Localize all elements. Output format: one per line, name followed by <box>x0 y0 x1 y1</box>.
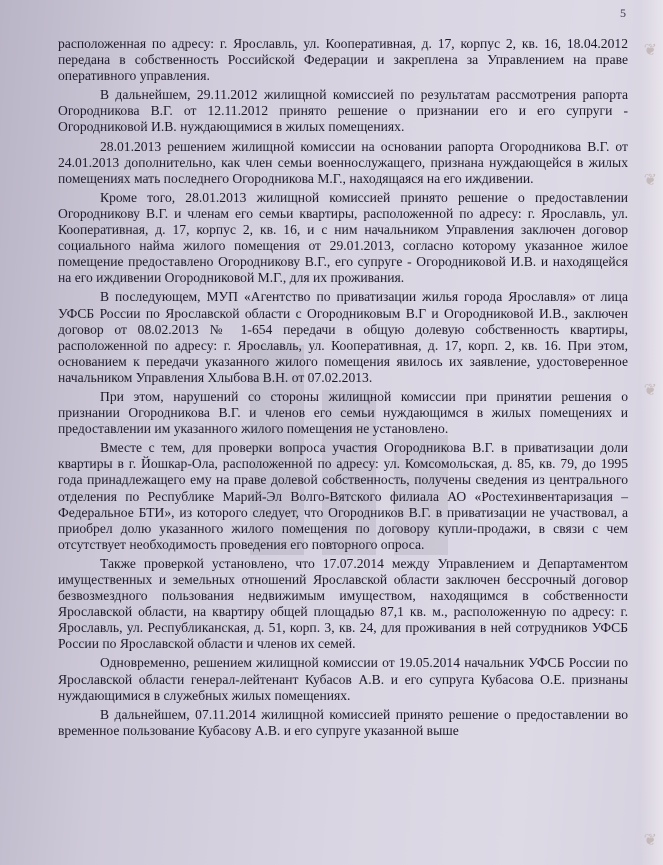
paragraph-1: расположенная по адресу: г. Ярославль, ул. Кооперативная, д. 17, корпус 2, кв. 16, 18.04.2012 передана в собственность Российской Федерации и закреплена за Управлением на праве оперативного управления. <box>58 36 628 84</box>
leaf-icon: ❦ <box>643 172 657 189</box>
paragraph-4: Кроме того, 28.01.2013 жилищной комиссией принято решение о предоставлении Огородникову В.Г. и членам его семьи квартиры, расположенной по адресу: г. Ярославль, ул. Кооперативная, д. 17, корпус 2, кв. 16, и с ним начальником Управления заключен договор социального найма жилого помещения от 29.01.2013, согласно которому указанное жилое помещение предоставлено Огородникову В.Г., его супруге - Огородниковой И.В. и находящейся на его иждивении Огородниковой М.Г., для их проживания. <box>58 189 628 286</box>
paragraph-9: Одновременно, решением жилищной комиссии от 19.05.2014 начальник УФСБ России по Ярославской области генерал-лейтенант Кубасов А.В. и его супруга Кубасова О.Е. признаны нуждающимися в служебных жилых помещениях. <box>58 655 628 703</box>
page-number: 5 <box>620 6 626 20</box>
paragraph-3: 28.01.2013 решением жилищной комиссии на основании рапорта Огородникова В.Г. от 24.01.2013 дополнительно, как член семьи военнослужащего, признана нуждающейся в жилых помещениях мать последнего Огородникова М.Г., находящаяся на его иждивении. <box>58 138 628 186</box>
paragraph-10: В дальнейшем, 07.11.2014 жилищной комиссией принято решение о предоставлении во временное пользование Кубасову А.В. и его супруге указанной выше <box>58 706 628 738</box>
paragraph-7: Вместе с тем, для проверки вопроса участия Огородникова В.Г. в приватизации доли квартиры в г. Йошкар-Ола, расположенной по адресу: ул. Комсомольская, д. 85, кв. 79, до 1995 года принадлежащего ему на праве долевой собственность, получены сведения из центрального отделения по Республике Марий-Эл Волго-Вятского филиала АО «Ростехинвентаризация – Федеральное БТИ», из которого следует, что Огородников В.Г. в приватизации не участвовал, а приобрел долю указанного жилого помещения по договору купли-продажи, в связи с чем отсутствует необходимость проведения его повторного опроса. <box>58 440 628 552</box>
paragraph-8: Также проверкой установлено, что 17.07.2014 между Управлением и Департаментом имущественных и земельных отношений Ярославской области заключен бессрочный договор безвозмездного пользования недвижимым имуществом, находящимся в собственности Ярославской области, на квартиру общей площадью 87,1 кв. м., расположенную по адресу: г. Ярославль, ул. Республиканская, д. 51, корп. 3, кв. 24, для проживания в ней сотрудников УФСБ России по Ярославской области и членов их семей. <box>58 555 628 652</box>
paragraph-2: В дальнейшем, 29.11.2012 жилищной комиссией по результатам рассмотрения рапорта Огородникова В.Г. от 12.11.2012 принято решение о признании его и его супруги - Огородниковой И.В. нуждающимися в жилых помещениях. <box>58 87 628 135</box>
paragraph-5: В последующем, МУП «Агентство по приватизации жилья города Ярославля» от лица УФСБ России по Ярославской области с Огородниковым В.Г и Огородниковой И.В., заключен договор от 08.02.2013 № 1-654 передачи в общую долевую собственность квартиры, расположенной по адресу: г. Ярославль, ул. Кооперативная, д. 17, корп. 2, кв. 16. При этом, основанием к передачи указанного жилого помещения явилось их заявление, удостоверенное начальником Управления Хлыбова В.Н. от 07.02.2013. <box>58 289 628 385</box>
page-edge-decoration <box>641 0 663 865</box>
document-body <box>58 36 628 742</box>
paragraph-6: При этом, нарушений со стороны жилищной комиссии при принятии решения о признании Огородникова В.Г. и членов его семьи нуждающимся в жилых помещениях и предоставлении им указанного жилого помещения не установлено. <box>58 388 628 437</box>
leaf-icon: ❦ <box>643 832 657 849</box>
leaf-icon: ❦ <box>643 42 657 59</box>
leaf-icon: ❦ <box>643 382 657 399</box>
